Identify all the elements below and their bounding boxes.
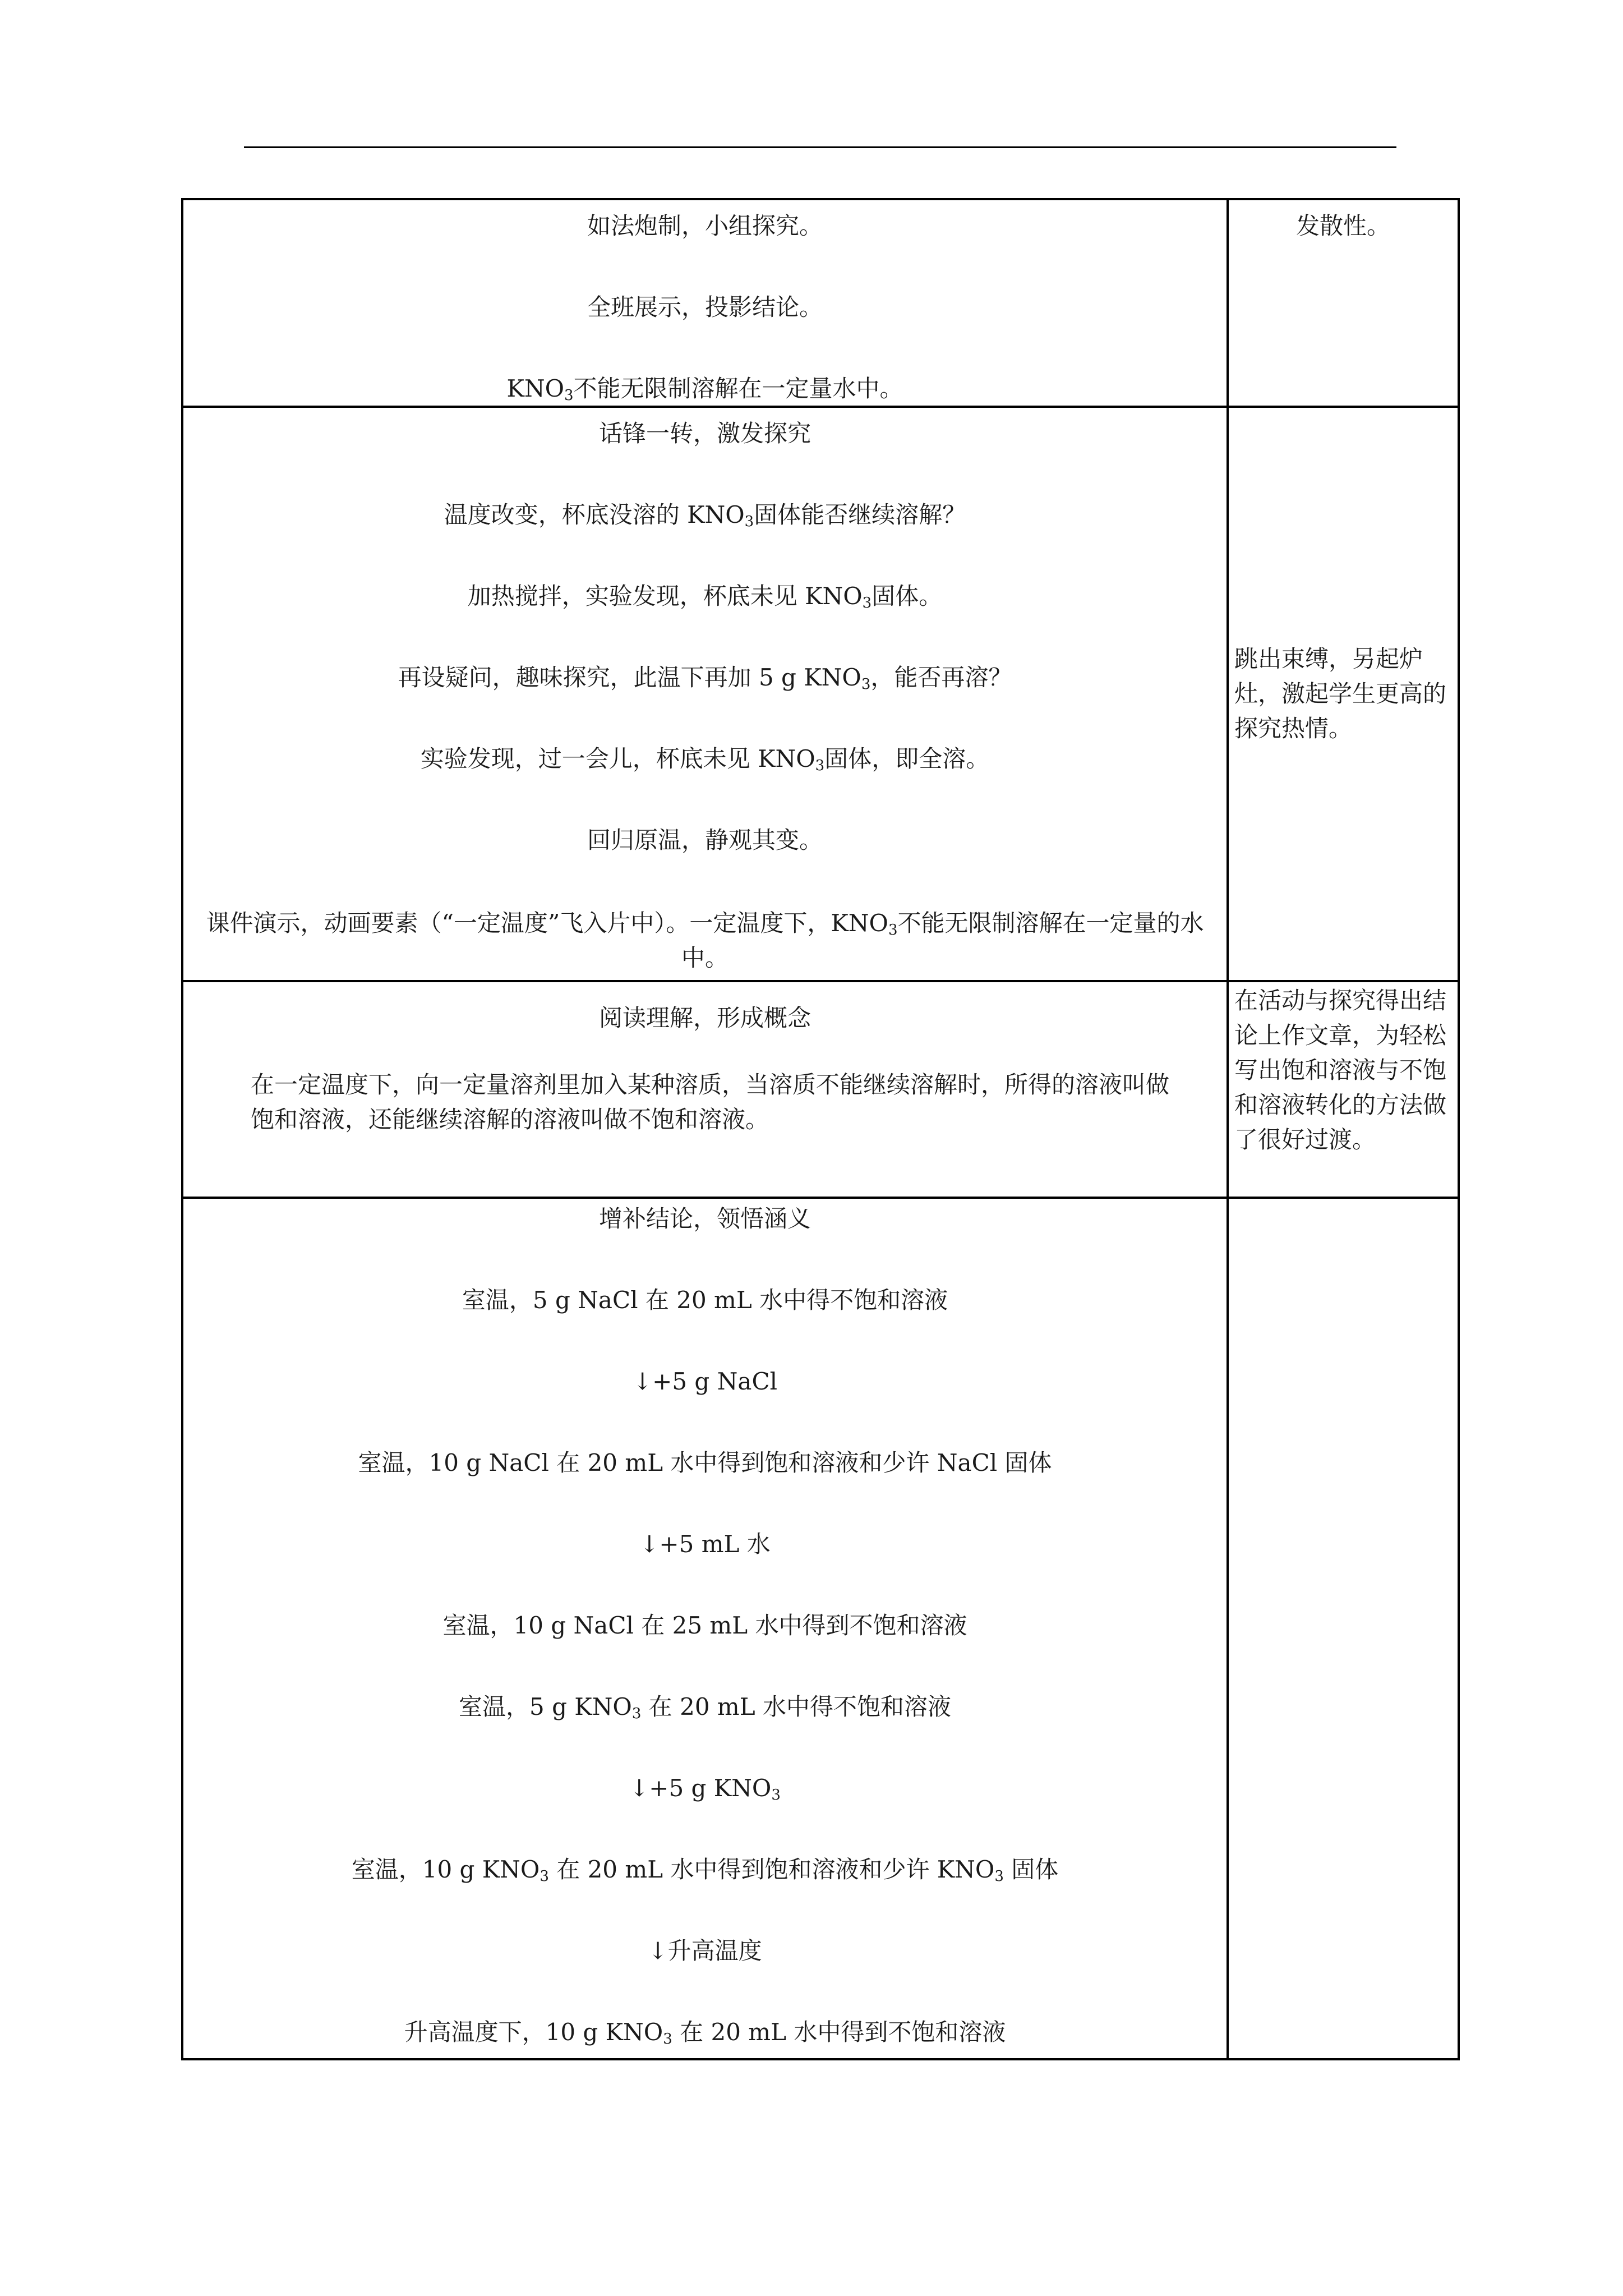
activity-cell [182, 981, 1228, 1198]
activity-cell [182, 199, 1228, 407]
kno3-step: 室温，5 g $KNO_3$ 在 20 mL 水中得不饱和溶液 [459, 1693, 951, 1722]
kno3-arrow: ↓+5 g $KNO_3$ [629, 1774, 781, 1803]
table-row [182, 981, 1459, 1198]
activity-line: 全班展示，投影结论。 [587, 293, 823, 321]
lesson-table [181, 198, 1460, 2060]
nacl-arrow: ↓+5 mL 水 [639, 1530, 771, 1558]
nacl-step: 室温，10 g NaCl 在 25 mL 水中得到不饱和溶液 [442, 1612, 967, 1639]
nacl-arrow: ↓+5 g NaCl [632, 1368, 778, 1395]
kno3-arrow: ↓升高温度 [648, 1937, 762, 1964]
kno3-step: 室温，10 g $KNO_3$ 在 20 mL 水中得到饱和溶液和少许 $KNO_3$ 固体 [351, 1856, 1059, 1885]
activity-line: 回归原温，静观其变。 [587, 826, 823, 854]
activity-line: 课件演示，动画要素（“一定温度”飞入片中）。一定温度下，$KNO_3$不能无限制溶解在一定量的水中。 [206, 909, 1204, 972]
activity-line: 加热搅拌，实验发现，杯底未见 $KNO_3$固体。 [467, 582, 943, 611]
design-intent-cell [1228, 1198, 1459, 2059]
activity-line: 温度改变，杯底没溶的 $KNO_3$固体能否继续溶解？ [444, 501, 966, 530]
nacl-step: 室温，10 g NaCl 在 20 mL 水中得到饱和溶液和少许 NaCl 固体 [358, 1449, 1052, 1476]
nacl-step: 室温，5 g NaCl 在 20 mL 水中得不饱和溶液 [462, 1286, 948, 1314]
design-intent-cell [1228, 407, 1459, 981]
activity-heading: 话锋一转，激发探究 [598, 420, 811, 447]
design-intent-cell [1228, 981, 1459, 1198]
activity-line: $KNO_3$不能无限制溶解在一定量水中。 [506, 375, 903, 404]
design-intent-text: 跳出束缚，另起炉灶，激起学生更高的探究热情。 [1234, 645, 1447, 742]
kno3-step: 升高温度下，10 g $KNO_3$ 在 20 mL 水中得到不饱和溶液 [404, 2018, 1006, 2047]
design-intent-cell [1228, 199, 1459, 407]
activity-heading: 增补结论，领悟涵义 [598, 1205, 811, 1232]
design-intent-text: 在活动与探究得出结论上作文章，为轻松写出饱和溶液与不饱和溶液转化的方法做了很好过渡。 [1234, 987, 1447, 1153]
table-row [182, 407, 1459, 981]
design-intent-text: 发散性。 [1295, 212, 1390, 240]
activity-line: 再设疑问，趣味探究，此温下再加 5 g $KNO_3$，能否再溶？ [398, 664, 1012, 693]
header-rule [244, 146, 1396, 148]
activity-heading: 阅读理解，形成概念 [598, 1004, 811, 1032]
table-row [182, 1198, 1459, 2059]
table-row [182, 199, 1459, 407]
concept-definition: 在一定温度下，向一定量溶剂里加入某种溶质，当溶质不能继续溶解时，所得的溶液叫做饱和溶液，还能继续溶解的溶液叫做不饱和溶液。 [251, 1071, 1170, 1133]
activity-cell [182, 1198, 1228, 2059]
activity-line: 实验发现，过一会儿，杯底未见 $KNO_3$固体，即全溶。 [420, 745, 990, 774]
design-intent-text [1229, 1199, 1458, 1209]
activity-cell [182, 407, 1228, 981]
activity-line: 如法炮制，小组探究。 [587, 212, 823, 240]
